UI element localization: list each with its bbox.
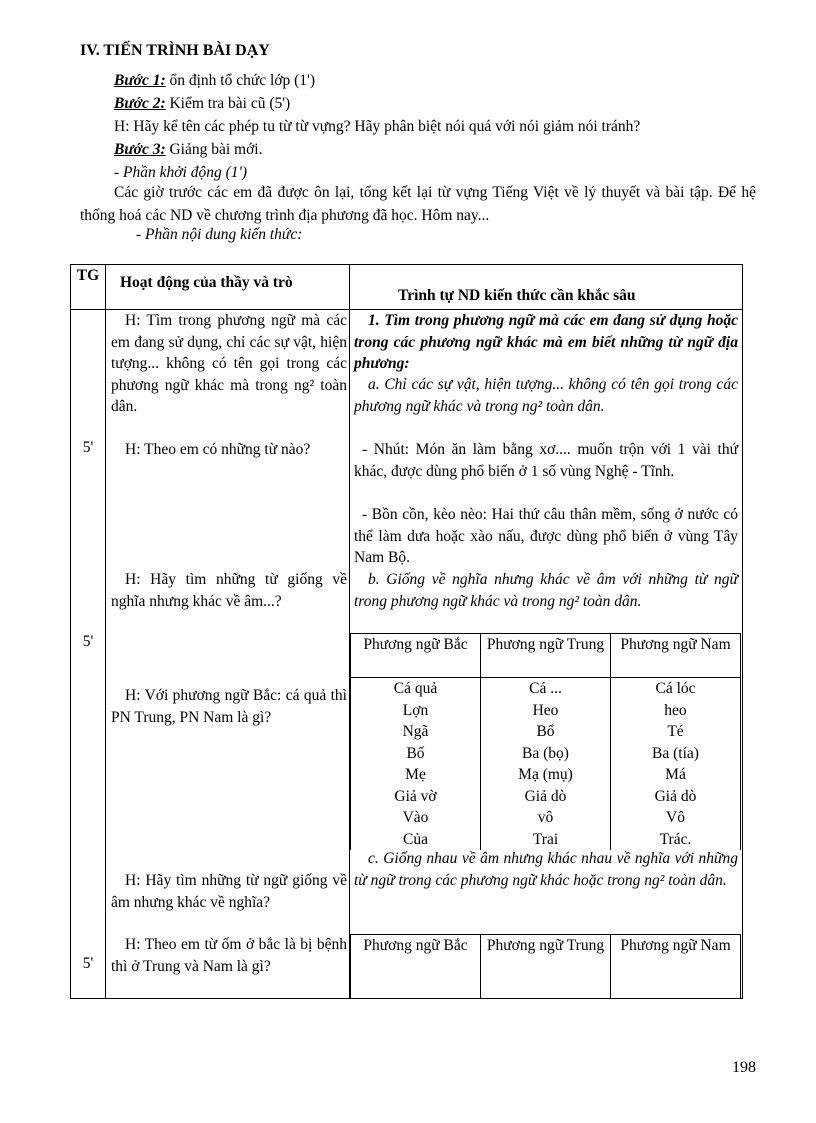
step-3-text: Giảng bài mới.: [165, 141, 263, 158]
dialect-word: Trác.: [659, 830, 692, 848]
dialect-rows: [351, 678, 741, 851]
dialect-word: Bổ: [536, 723, 555, 740]
dialect-word: Ba (bọ): [522, 744, 569, 762]
step-2-text: Kiểm tra bài cũ (5'): [165, 95, 291, 112]
dialect-header: Phương ngữ Trung: [481, 935, 611, 1000]
section-heading: IV. TIẾN TRÌNH BÀI DẠY: [80, 42, 270, 59]
dialect-word: vô: [537, 809, 554, 826]
dialect-word: Cá quả: [393, 680, 438, 697]
dialect-word: Má: [665, 766, 686, 783]
dialect-word: Giả vờ: [394, 787, 437, 805]
dialect-word: Ba (tía): [652, 744, 699, 762]
step-1-label: Bước 1:: [114, 72, 166, 89]
dialect-header: Phương ngữ Nam: [611, 935, 741, 1000]
activity-question: H: Theo em có những từ nào?: [125, 441, 311, 458]
table-body-row: [71, 310, 743, 999]
tg-value: 5': [82, 955, 94, 972]
page-number: 198: [732, 1059, 756, 1076]
dialect-column-bac: [351, 678, 481, 851]
content-column: [350, 310, 743, 999]
dialect-column-trung: [481, 678, 611, 851]
dialect-word: Bố: [406, 744, 425, 762]
step-2: [114, 95, 290, 113]
table-header-row: [71, 265, 743, 310]
dialect-header: Phương ngữ Nam: [611, 634, 741, 678]
activity-question: H: Theo em từ ốm ở bắc là bị bệnh thì ở Trung và Nam là gì?: [111, 936, 347, 975]
tg-value: 5': [82, 633, 94, 650]
dialect-header-row: [351, 634, 741, 678]
header-tg: TG: [71, 265, 106, 310]
step-2-label: Bước 2:: [114, 95, 166, 112]
part-a-text: a. Chỉ các sự vật, hiện tượng... không có tên gọi trong các phương ngữ khác và trong ng² toàn dân.: [354, 376, 738, 415]
activity-column: [106, 310, 350, 999]
review-question: H: Hãy kể tên các phép tu từ từ vựng? Hãy phân biệt nói quá với nói giảm nói tránh?: [114, 118, 641, 135]
dialect-word: Giả dò: [654, 787, 697, 805]
step-1: [114, 72, 315, 90]
dialect-header: Phương ngữ Bắc: [351, 634, 481, 678]
dialect-table: [350, 633, 741, 850]
dialect-header: Phương ngữ Bắc: [351, 935, 481, 1000]
part-c-text: c. Giống nhau về âm nhưng khác nhau về nghĩa với những từ ngữ trong các phương ngữ khác hoặc trong ng² toàn dân.: [354, 850, 738, 889]
header-content: Trình tự ND kiến thức cần khắc sâu: [350, 265, 743, 310]
lesson-table: [70, 264, 743, 999]
step-3-label: Bước 3:: [114, 141, 166, 158]
dialect-header: Phương ngữ Trung: [481, 634, 611, 678]
dialect-header-row-2: [351, 935, 741, 1000]
dialect-column-nam: [611, 678, 741, 851]
dialect-word: Giả dò: [524, 787, 567, 805]
tg-value: 5': [82, 439, 94, 456]
intro-paragraph: Các giờ trước các em đã được ôn lại, tổng kết lại từ vựng Tiếng Việt về lý thuyết và bài tập. Để hệ thống hoá các ND về chương trình địa phương đã học. Hôm nay...: [80, 184, 756, 224]
nhut-definition: - Nhút: Món ăn làm bằng xơ.... muốn trộn với 1 vài thứ khác, được dùng phổ biến ở 1 số vùng Nghệ - Tĩnh.: [354, 441, 738, 480]
dialect-word: Của: [403, 830, 428, 848]
step-3: [114, 141, 262, 159]
dialect-word: Vô: [666, 809, 685, 826]
dialect-word: Trai: [532, 830, 559, 848]
dialect-word: Lợn: [402, 701, 429, 719]
dialect-word: Ngã: [402, 723, 429, 740]
dialect-word: Heo: [532, 701, 559, 719]
activity-question: H: Hãy tìm những từ ngữ giống về âm nhưng khác về nghĩa?: [111, 872, 347, 911]
dialect-word: Vào: [402, 809, 429, 826]
activity-question: H: Hãy tìm những từ giống về nghĩa nhưng khác về âm...?: [111, 571, 347, 610]
dialect-table-2: [350, 934, 741, 999]
activity-question: H: Tìm trong phương ngữ mà các em đang sử dụng, chỉ các sự vật, hiện tượng... không có tên gọi trong các phương ngữ khác mà trong ng² toàn dân.: [111, 312, 347, 415]
part-b-text: b. Giống về nghĩa nhưng khác về âm với những từ ngữ trong phương ngữ khác và trong ng² toàn dân.: [354, 571, 738, 610]
tg-column: [71, 310, 106, 999]
dialect-word: Cá lóc: [655, 680, 696, 697]
intro-label: - Phần khởi động (1'): [114, 164, 247, 181]
header-activity: Hoạt động của thầy và trò: [106, 265, 350, 310]
section-1-title: 1. Tìm trong phương ngữ mà các em đang sử dụng hoặc trong các phương ngữ khác mà em biết những từ ngữ địa phương:: [354, 312, 738, 372]
step-1-text: ổn định tổ chức lớp (1'): [165, 72, 316, 89]
dialect-word: heo: [664, 701, 687, 719]
content-label: - Phần nội dung kiến thức:: [136, 226, 303, 243]
dialect-word: Mẹ: [405, 766, 426, 783]
dialect-word: Mạ (mụ): [518, 766, 573, 783]
activity-question: H: Với phương ngữ Bắc: cá quả thì PN Trung, PN Nam là gì?: [111, 687, 347, 726]
dialect-word: Cá ...: [529, 680, 562, 697]
bon-bon-definition: - Bồn cồn, kèo nèo: Hai thứ câu thân mềm, sống ở nước có thể làm dưa hoặc xào nấu, được dùng phổ biến ở vùng Tây Nam Bộ.: [354, 506, 738, 566]
dialect-word: Té: [667, 723, 684, 740]
